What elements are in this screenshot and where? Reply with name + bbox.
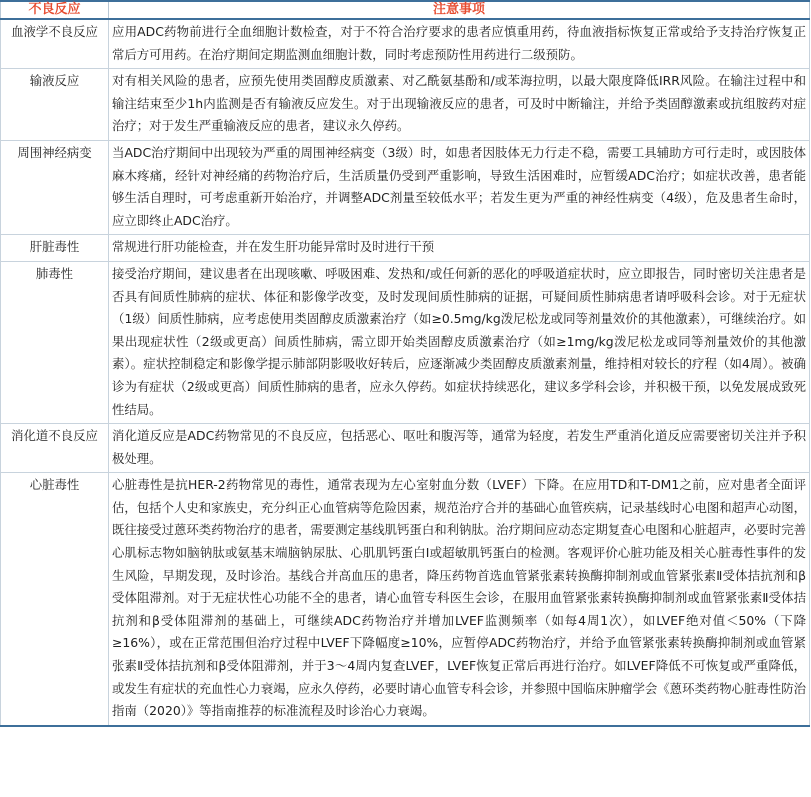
row-label-gastrointestinal: 消化道不良反应 bbox=[1, 424, 109, 473]
row-text-pulmonary: 接受治疗期间，建议患者在出现咳嗽、呼吸困难、发热和/或任何新的恶化的呼吸道症状时，应立即报告，同时密切关注患者是否具有间质性肺病的症状、体征和影像学改变，及时发现间质性肺病的证据，可疑间质性肺病患者请呼吸科会诊。对于无症状（1级）间质性肺病，应考虑使用类固醇皮质激素治疗（如≥0.5mg/kg泼尼松龙或同等剂量效价的其他激素），可继续治疗。如果出现症状性（2级或更高）间质性肺病，需立即开始类固醇皮质激素治疗（如≥1mg/kg泼尼松龙或同等剂量效价的其他激素）。症状控制稳定和影像学提示肺部阴影吸收好转后，应逐渐减少类固醇皮质激素剂量，维持相对较长的疗程（如4周）。被确诊为有症状（2级或更高）间质性肺病的患者，应永久停药。如症状持续恶化，建议多学科会诊，并积极干预，以免发展成致死性结局。 bbox=[109, 261, 810, 423]
row-text-cardiac: 心脏毒性是抗HER-2药物常见的毒性，通常表现为左心室射血分数（LVEF）下降。在应用TD和T-DM1之前，应对患者全面评估，包括个人史和家族史，充分纠正心血管病等危险因素，规范治疗合并的基础心血管疾病，记录基线时心电图和超声心动图，既往接受过蒽环类药物治疗的患者，需要测定基线肌钙蛋白和利钠肽。治疗期间应动态定期复查心电图和心脏超声，必要时完善心肌标志物如脑钠肽或氨基末端脑钠尿肽、心肌肌钙蛋白I或超敏肌钙蛋白的检测。客观评价心脏功能及相关心脏毒性事件的发生风险，早期发现，及时诊治。基线合并高血压的患者，降压药物首选血管紧张素转换酶抑制剂或血管紧张素Ⅱ受体拮抗剂和β受体阻滞剂。对于无症状性心功能不全的患者，请心血管专科医生会诊，在服用血管紧张素转换酶抑制剂或血管紧张素Ⅱ受体拮抗剂和β受体阻滞剂的基础上，可继续ADC药物治疗并增加LVEF监测频率（如每4周1次），如LVEF绝对值＜50%（下降≥16%），或在正常范围但治疗过程中LVEF下降幅度≥10%，应暂停ADC药物治疗，并给予血管紧张素转换酶抑制剂或血管紧张素Ⅱ受体拮抗剂和β受体阻滞剂，并于3～4周内复查LVEF，LVEF恢复正常后再进行治疗。如LVEF降低不可恢复或严重降低，或发生有症状的充血性心力衰竭，应永久停药，必要时请心血管专科会诊，并参照中国临床肿瘤学会《蒽环类药物心脏毒性防治指南（2020）》等指南推荐的标准流程及时诊治心力衰竭。 bbox=[109, 473, 810, 726]
row-text-gastrointestinal: 消化道反应是ADC药物常见的不良反应，包括恶心、呕吐和腹泻等，通常为轻度，若发生严重消化道反应需要密切关注并予积极处理。 bbox=[109, 424, 810, 473]
table-row-pulmonary bbox=[1, 261, 810, 423]
row-text-hematologic: 应用ADC药物前进行全血细胞计数检查，对于不符合治疗要求的患者应慎重用药，待血液指标恢复正常或给予支持治疗恢复正常后方可用药。在治疗期间定期监测血细胞计数，同时考虑预防性用药进行二级预防。 bbox=[109, 19, 810, 69]
row-label-cardiac: 心脏毒性 bbox=[1, 473, 109, 726]
table-row-gastrointestinal bbox=[1, 424, 810, 473]
table-row-hematologic bbox=[1, 19, 810, 69]
table-row-neuropathy bbox=[1, 140, 810, 234]
table-row-cardiac bbox=[1, 473, 810, 726]
table-row-hepatic bbox=[1, 235, 810, 262]
row-label-hematologic: 血液学不良反应 bbox=[1, 19, 109, 69]
row-label-hepatic: 肝脏毒性 bbox=[1, 235, 109, 262]
row-text-infusion: 对有相关风险的患者，应预先使用类固醇皮质激素、对乙酰氨基酚和/或苯海拉明，以最大限度降低IRR风险。在输注过程中和输注结束至少1h内监测是否有输液反应发生。对于出现输液反应的患者，可及时中断输注，并给予类固醇激素或抗组胺药对症治疗；对于发生严重输液反应的患者，建议永久停药。 bbox=[109, 69, 810, 141]
row-label-pulmonary: 肺毒性 bbox=[1, 261, 109, 423]
row-text-neuropathy: 当ADC治疗期间中出现较为严重的周围神经病变（3级）时，如患者因肢体无力行走不稳，需要工具辅助方可行走时，或因肢体麻木疼痛，经针对神经痛的药物治疗后，生活质量仍受到严重影响，导致生活困难时，应暂缓ADC治疗；如症状改善，患者能够生活自理时，可考虑重新开始治疗，并调整ADC剂量至较低水平；若发生更为严重的神经性病变（4级），危及患者生命时，应立即终止ADC治疗。 bbox=[109, 140, 810, 234]
row-label-infusion: 输液反应 bbox=[1, 69, 109, 141]
table-row-infusion bbox=[1, 69, 810, 141]
header-precautions: 注意事项 bbox=[109, 1, 810, 19]
table-header-row bbox=[1, 1, 810, 19]
row-label-neuropathy: 周围神经病变 bbox=[1, 140, 109, 234]
row-text-hepatic: 常规进行肝功能检查，并在发生肝功能异常时及时进行干预 bbox=[109, 235, 810, 262]
header-adverse-reaction: 不良反应 bbox=[1, 1, 109, 19]
